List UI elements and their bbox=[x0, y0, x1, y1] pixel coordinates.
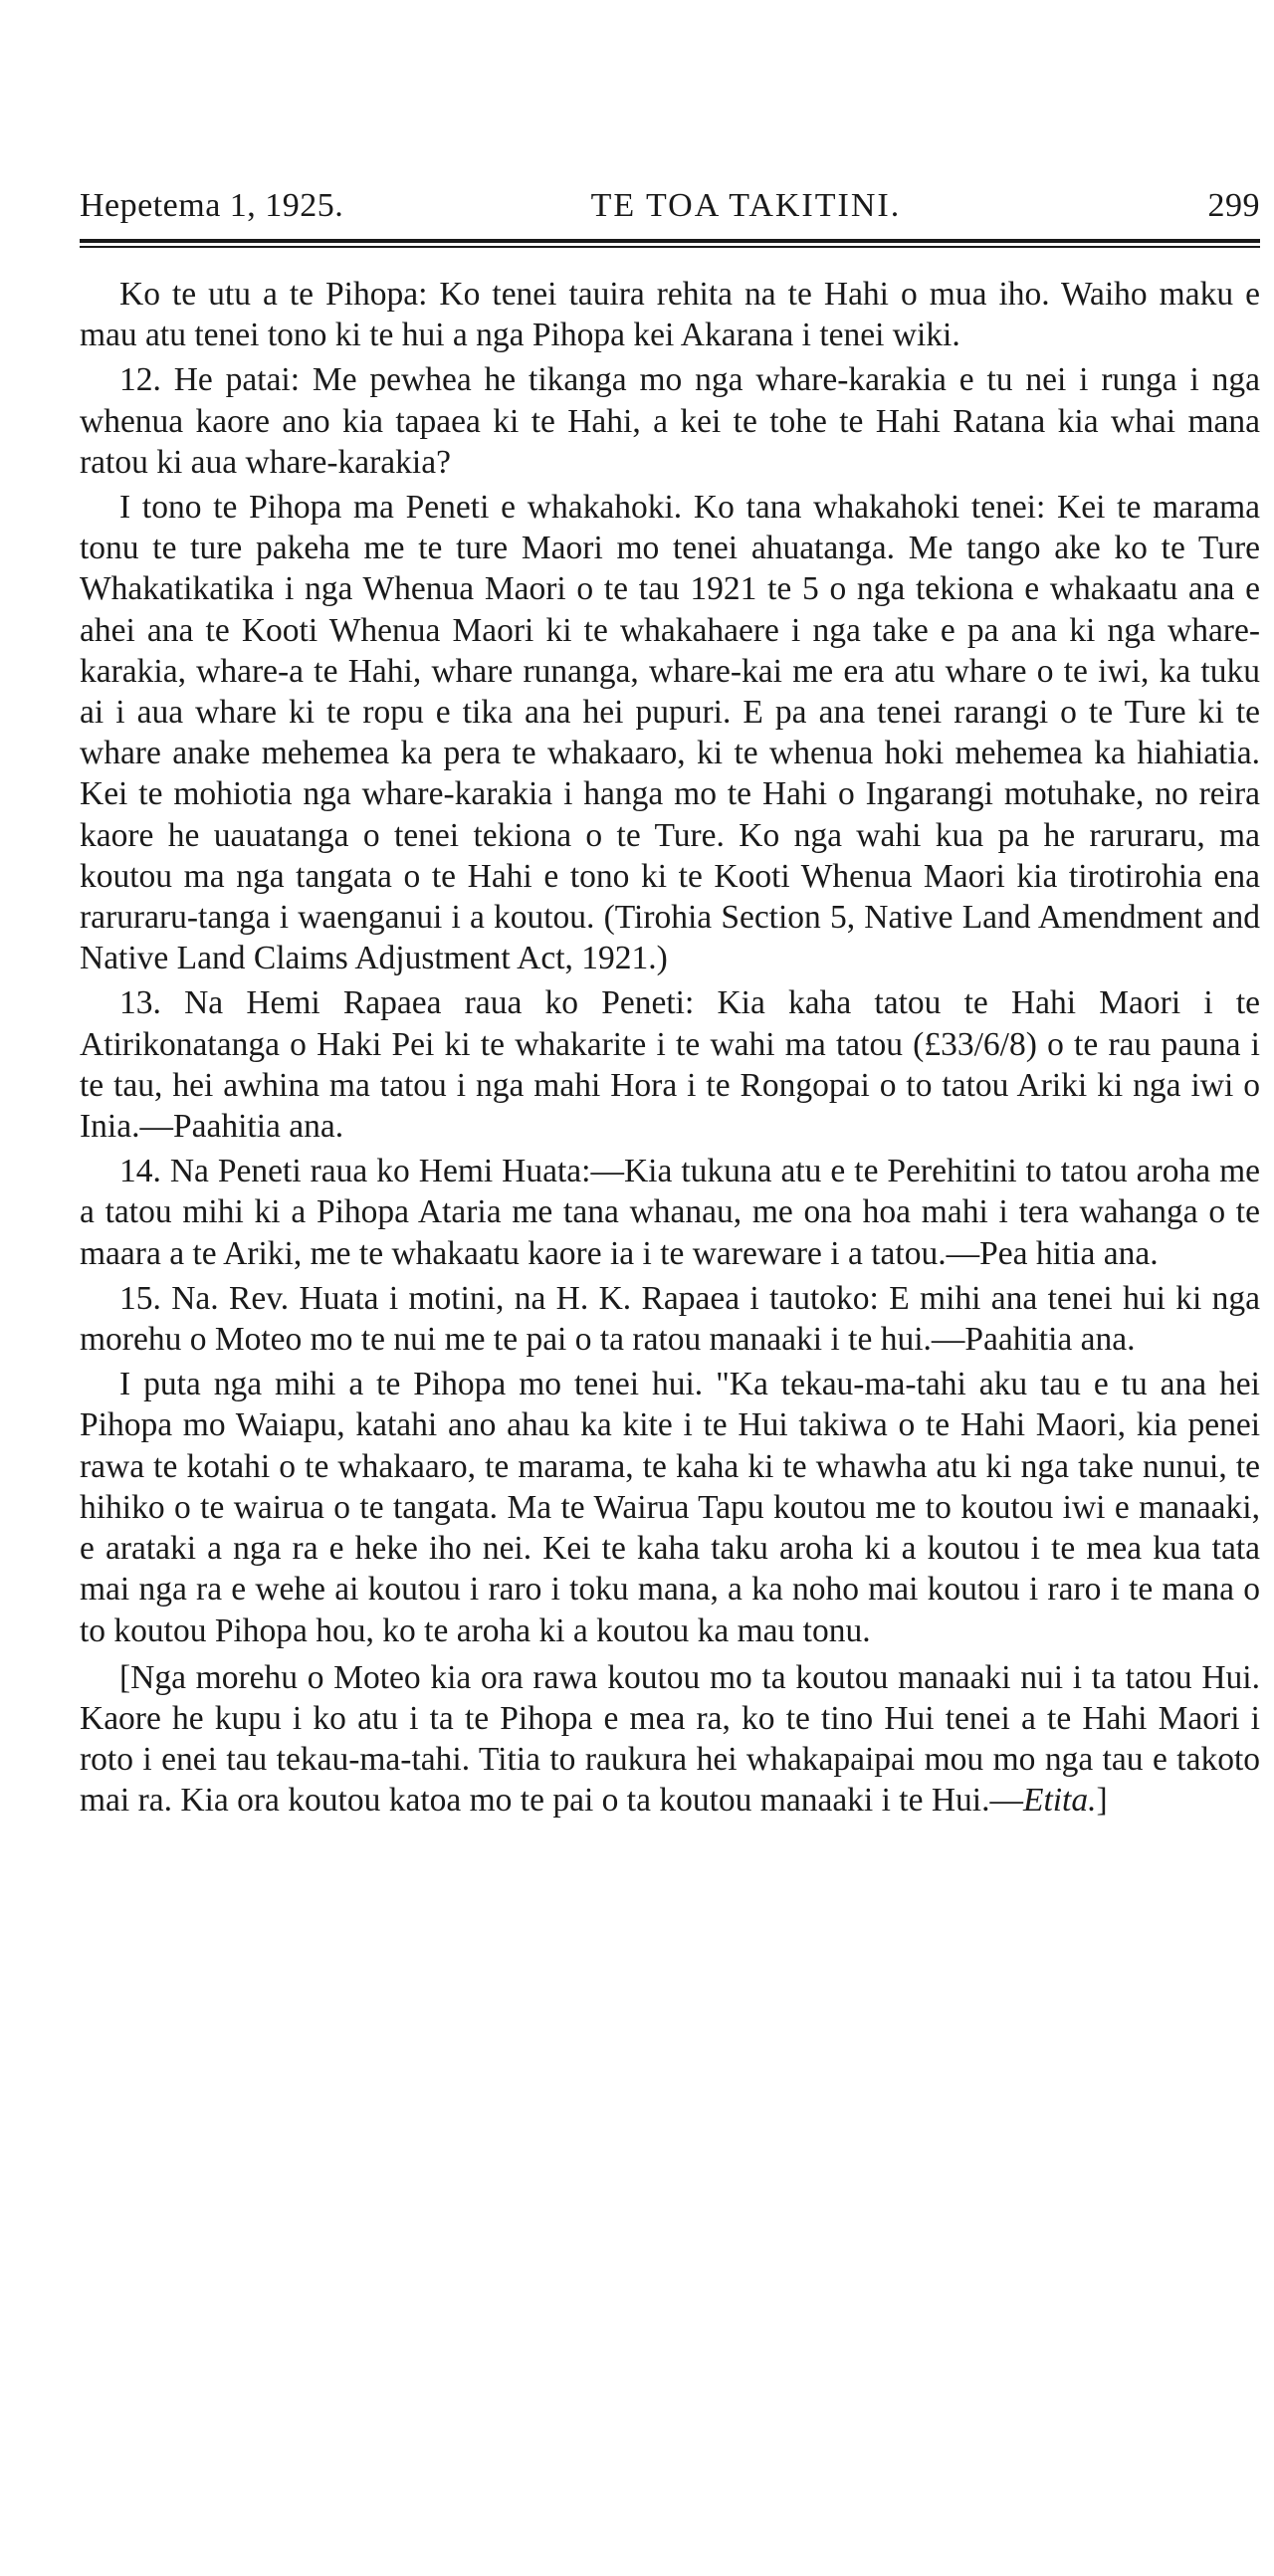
paragraph-peneti-answer: I tono te Pihopa ma Peneti e whakahoki. Ko tana whakahoki tenei: Kei te marama tonu te ture pakeha me te ture Maori mo tenei ahuatanga. Me tango ake ko te Ture Whakatikatika i nga Whenua Maori o te tau 1921 te 5 o nga tekiona e whakaatu ana e ahei ana te Kooti Whenua Maori ki te whakahaere i nga take e pa ana ki nga whare-karakia, whare-a te Hahi, whare runanga, whare-kai me era atu whare o te iwi, ka tuku ai i aua whare ki te ropu e tika ana hei pupuri. E pa ana tenei rarangi o te Ture ki te whare anake mehemea ka pera te whakaaro, ki te whenua hoki mehemea ka hiahiatia. Kei te mohiotia nga whare-karakia i hanga mo te Hahi o Ingarangi motuhake, no reira kaore he uauatanga o tenei tekiona o te Ture. Ko nga wahi kua pa he raruraru, ma koutou ma nga tangata o te Hahi e tono ki te Kooti Whenua Maori kia tirotirohia ena raruraru-tanga i waenganui i a koutou. (Tirohia Section 5, Native Land Amendment and Native Land Claims Adjustment Act, 1921.) bbox=[80, 489, 1260, 977]
editorial-bracket: ] bbox=[1096, 1782, 1108, 1820]
paragraph-bishop-reply: Ko te utu a te Pihopa: Ko tenei tauira rehita na te Hahi o mua iho. Waiho maku e mau atu tenei tono ki te hui a nga Pihopa kei Akarana i tenei wiki. bbox=[80, 276, 1260, 354]
article-body bbox=[80, 274, 1260, 1822]
page-number: 299 bbox=[1207, 187, 1260, 224]
paragraph-motion-15: 15. Na. Rev. Huata i motini, na H. K. Rapaea i tautoko: E mihi ana tenei hui ki nga morehu o Moteo mo te nui me te pai o ta ratou manaaki i te hui.—Paahitia ana. bbox=[80, 1279, 1260, 1359]
editorial-signature: Etita. bbox=[1022, 1782, 1097, 1820]
header-rule bbox=[80, 239, 1260, 248]
paragraph-bishop-thanks: I puta nga mihi a te Pihopa mo tenei hui. "Ka tekau-ma-tahi aku tau e tu ana hei Pihopa mo Waiapu, katahi ano ahau ka kite i te Hui takiwa o te Hahi Maori, kia penei rawa te kotahi o te whakaaro, te marama, te kaha ki te whawha atu ki nga take nunui, te hihiko o te wairua o te tangata. Ma te Wairua Tapu koutou me to koutou iwi e manaaki, e arataki a nga ra e heke iho nei. Kei te kaha taku aroha ki a koutou i te mea kua tata mai nga ra e wehe ai koutou i raro i toku mana, a ka noho mai koutou i raro i te mana o to koutou Pihopa hou, ko te aroha ki a koutou ka mau tonu. bbox=[80, 1366, 1260, 1649]
paragraph-question-12: 12. He patai: Me pewhea he tikanga mo nga whare-karakia e tu nei i runga i nga whenua kaore ano kia tapaea ki te Hahi, a kei te tohe te Hahi Ratana kia whai mana ratou ki aua whare-karakia? bbox=[80, 361, 1260, 481]
editorial-note-text: [Nga morehu o Moteo kia ora rawa koutou mo ta koutou manaaki nui i ta tatou Hui. Kaore he kupu i ko atu i ta te Pihopa e mea ra, ko te tino Hui tenei a te Hahi Maori i roto i enei tau tekau-ma-tahi. Titia to raukura hei whakapaipai mou mo nga tau e takoto mai ra. Kia ora koutou katoa mo te pai o ta koutou manaaki i te Hui.— bbox=[80, 1658, 1260, 1820]
newspaper-page bbox=[80, 187, 1260, 1825]
issue-date: Hepetema 1, 1925. bbox=[80, 187, 344, 224]
running-head bbox=[80, 187, 1260, 231]
paragraph-motion-14: 14. Na Peneti raua ko Hemi Huata:—Kia tukuna atu e te Perehitini to tatou aroha me a tatou mihi ki a Pihopa Ataria me tana whanau, me ona hoa mahi i tera wahanga o te maara a te Ariki, me te whakaatu kaore ia i te wareware i a tatou.—Pea hitia ana. bbox=[80, 1153, 1260, 1272]
publication-title: TE TOA TAKITINI. bbox=[590, 187, 902, 224]
paragraph-editorial-note bbox=[80, 1657, 1260, 1822]
paragraph-motion-13: 13. Na Hemi Rapaea raua ko Peneti: Kia kaha tatou te Hahi Maori i te Atirikonatanga o Haki Pei ki te whakarite i te wahi ma tatou (£33/6/8) o te rau pauna i te tau, hei awhina ma tatou i nga mahi Hora i te Rongopai o to tatou Ariki ki nga iwi o Inia.—Paahitia ana. bbox=[80, 984, 1260, 1146]
